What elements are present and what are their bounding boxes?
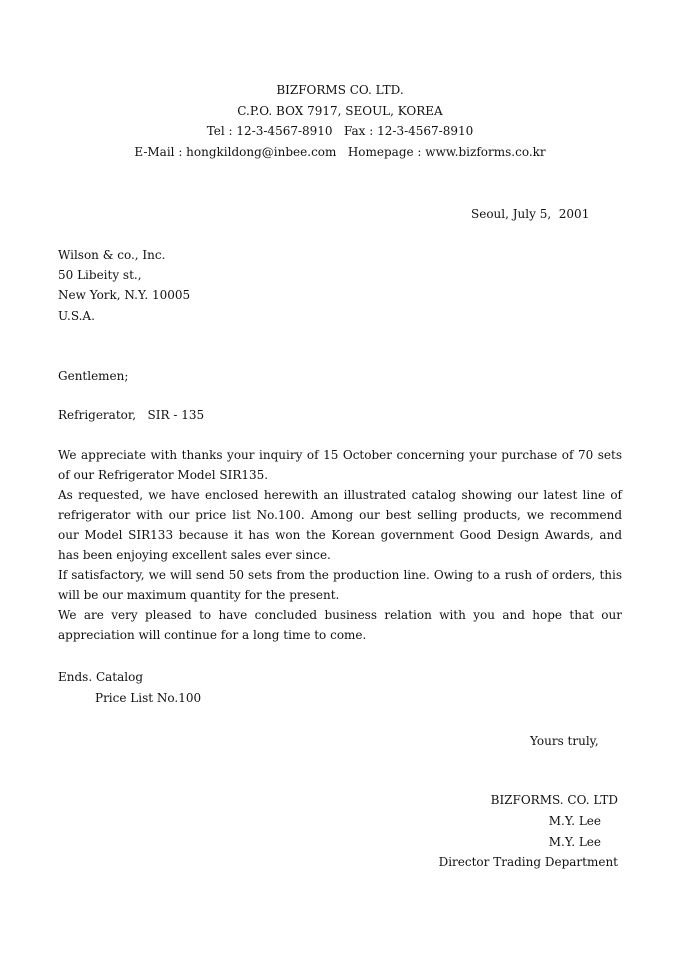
subject-line: Refrigerator, SIR - 135 — [58, 408, 205, 422]
letter-body — [58, 445, 622, 645]
signature-title: Director Trading Department — [438, 855, 618, 869]
letterhead-contact: Tel : 12-3-4567-8910 Fax : 12-3-4567-8910 — [206, 124, 474, 138]
letterhead-web: E-Mail : hongkildong@inbee.com Homepage : www.bizforms.co.kr — [134, 145, 546, 159]
body-paragraph-3: If satisfactory, we will send 50 sets from the production line. Owing to a rush of orders, this will be our maximum quantity for the present. — [58, 568, 622, 602]
salutation: Gentlemen; — [58, 369, 129, 383]
signature-name-2: M.Y. Lee — [548, 835, 601, 849]
body-paragraph-4: We are very pleased to have concluded business relation with you and hope that our appreciation will continue for a long time to come. — [58, 608, 622, 642]
letter-date: Seoul, July 5, 2001 — [471, 207, 590, 221]
enclosure-line-2: Price List No.100 — [95, 691, 202, 705]
body-paragraph-2: As requested, we have enclosed herewith an illustrated catalog showing our latest line of refrigerator with our price list No.100. Among our best selling products, we recommend our Model SIR133 because it has won the Korean government Good Design Awards, and has been enjoying excellent sales ever since. — [58, 488, 622, 562]
closing: Yours truly, — [530, 734, 599, 748]
letterhead-company: BIZFORMS CO. LTD. — [276, 83, 404, 97]
recipient-line-4: U.S.A. — [58, 309, 95, 323]
recipient-line-1: Wilson & co., Inc. — [58, 248, 166, 262]
letterhead-address: C.P.O. BOX 7917, SEOUL, KOREA — [237, 104, 443, 118]
enclosure-line-1: Ends. Catalog — [58, 670, 144, 684]
recipient-line-3: New York, N.Y. 10005 — [58, 288, 191, 302]
signature-name-1: M.Y. Lee — [548, 814, 601, 828]
recipient-line-2: 50 Libeity st., — [58, 268, 142, 282]
body-paragraph-1: We appreciate with thanks your inquiry of 15 October concerning your purchase of 70 sets of our Refrigerator Model SIR135. — [58, 448, 622, 482]
signature-company: BIZFORMS. CO. LTD — [490, 793, 618, 807]
